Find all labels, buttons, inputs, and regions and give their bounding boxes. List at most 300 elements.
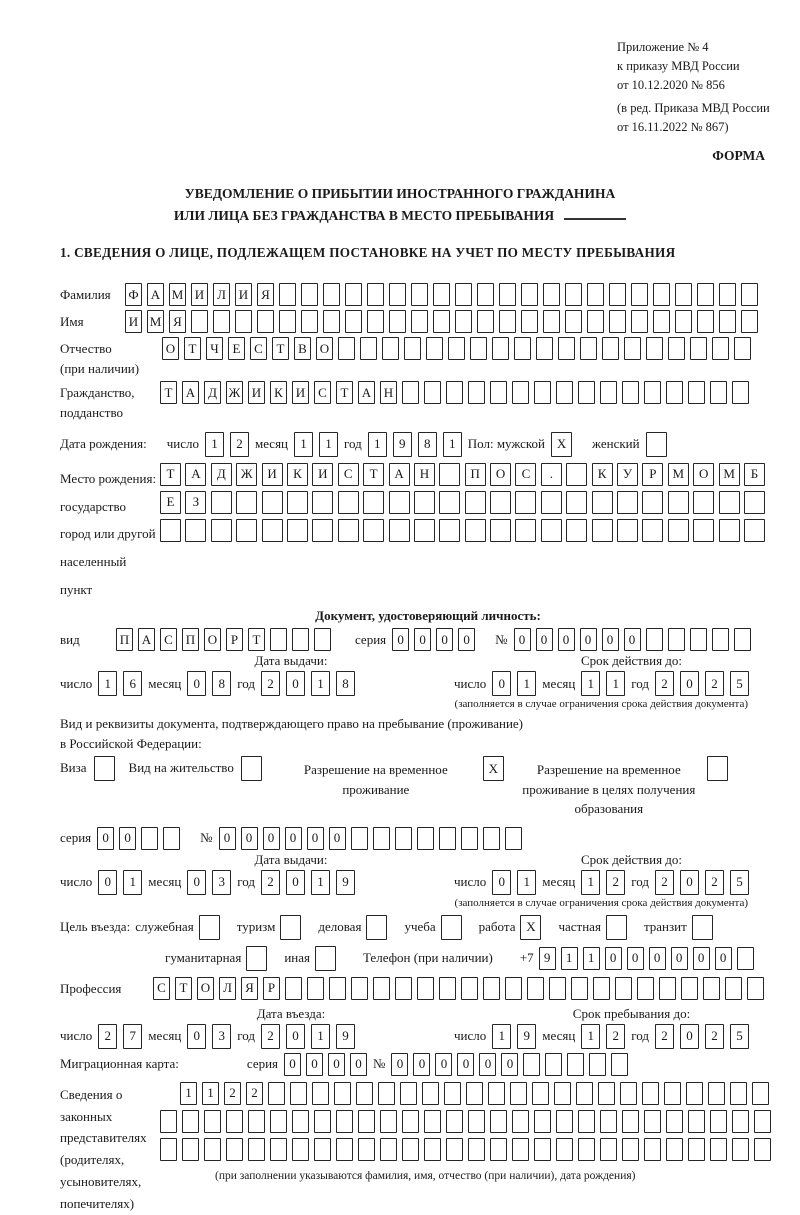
permit-issued-year-cell[interactable]: 2 <box>261 870 280 895</box>
iddoc-kind-cell[interactable]: Т <box>248 628 265 651</box>
phone-cell[interactable]: 0 <box>671 947 688 970</box>
entry-day-cell[interactable]: 7 <box>123 1024 142 1049</box>
permit-number-cell[interactable] <box>505 827 522 850</box>
patronymic-cell[interactable] <box>602 337 619 360</box>
profession-cell[interactable] <box>351 977 368 1000</box>
patronymic-cell[interactable]: Ч <box>206 337 223 360</box>
birthplace-cell[interactable] <box>693 519 714 542</box>
permit-valid-year-cell[interactable]: 5 <box>730 870 749 895</box>
representatives-cell[interactable] <box>534 1138 551 1161</box>
iddoc-issued-month-cell[interactable]: 0 <box>187 671 206 696</box>
patronymic-cell[interactable] <box>360 337 377 360</box>
firstname-cell[interactable]: Я <box>169 310 186 333</box>
representatives-cell[interactable] <box>248 1110 265 1133</box>
surname-cell[interactable] <box>389 283 406 306</box>
representatives-cell[interactable] <box>402 1110 419 1133</box>
stay-year-cell[interactable]: 0 <box>680 1024 699 1049</box>
birthplace-cell[interactable]: М <box>719 463 740 486</box>
sex-female-cell[interactable] <box>646 432 667 457</box>
iddoc-number-cell[interactable]: 0 <box>602 628 619 651</box>
citizenship-cell[interactable]: С <box>314 381 331 404</box>
permit-valid-day-cell[interactable]: 0 <box>492 870 511 895</box>
profession-cell[interactable] <box>505 977 522 1000</box>
birthdate-month-cell[interactable]: 1 <box>294 432 313 457</box>
patronymic-cell[interactable] <box>404 337 421 360</box>
profession-cell[interactable] <box>659 977 676 1000</box>
surname-cell[interactable]: И <box>191 283 208 306</box>
representatives-cell[interactable] <box>752 1082 769 1105</box>
stay-year-cell[interactable]: 2 <box>705 1024 724 1049</box>
profession-cell[interactable] <box>285 977 302 1000</box>
representatives-cell[interactable]: 2 <box>224 1082 241 1105</box>
patronymic-cell[interactable] <box>514 337 531 360</box>
representatives-cell[interactable] <box>620 1082 637 1105</box>
profession-cell[interactable]: О <box>197 977 214 1000</box>
purpose-study-cell[interactable] <box>441 915 462 940</box>
surname-cell[interactable] <box>345 283 362 306</box>
birthplace-cell[interactable] <box>719 491 740 514</box>
patronymic-cell[interactable] <box>668 337 685 360</box>
iddoc-valid-year-cell[interactable]: 2 <box>655 671 674 696</box>
birthplace-cell[interactable]: О <box>693 463 714 486</box>
birthplace-cell[interactable] <box>185 519 206 542</box>
representatives-cell[interactable] <box>336 1138 353 1161</box>
firstname-cell[interactable] <box>609 310 626 333</box>
birthplace-cell[interactable]: Е <box>160 491 181 514</box>
citizenship-cell[interactable]: А <box>182 381 199 404</box>
representatives-cell[interactable] <box>314 1110 331 1133</box>
iddoc-valid-day-cell[interactable]: 1 <box>517 671 536 696</box>
patronymic-cell[interactable]: Т <box>272 337 289 360</box>
profession-cell[interactable] <box>461 977 478 1000</box>
profession-cell[interactable]: Я <box>241 977 258 1000</box>
migration-series-cell[interactable]: 0 <box>350 1053 367 1076</box>
permit-issued-day-cell[interactable]: 1 <box>123 870 142 895</box>
permit-valid-month-cell[interactable]: 2 <box>606 870 625 895</box>
birthplace-cell[interactable] <box>439 463 460 486</box>
iddoc-kind-cell[interactable]: П <box>182 628 199 651</box>
representatives-cell[interactable] <box>622 1110 639 1133</box>
migration-number-cell[interactable] <box>589 1053 606 1076</box>
citizenship-cell[interactable] <box>688 381 705 404</box>
firstname-cell[interactable] <box>631 310 648 333</box>
representatives-cell[interactable] <box>644 1110 661 1133</box>
firstname-cell[interactable] <box>741 310 758 333</box>
representatives-cell[interactable] <box>402 1138 419 1161</box>
representatives-cell[interactable] <box>182 1110 199 1133</box>
profession-cell[interactable] <box>483 977 500 1000</box>
migration-number-cell[interactable] <box>523 1053 540 1076</box>
surname-cell[interactable] <box>521 283 538 306</box>
patronymic-cell[interactable]: В <box>294 337 311 360</box>
phone-cell[interactable]: 0 <box>605 947 622 970</box>
patronymic-cell[interactable]: Т <box>184 337 201 360</box>
representatives-cell[interactable] <box>490 1138 507 1161</box>
birthplace-cell[interactable]: А <box>389 463 410 486</box>
patronymic-cell[interactable] <box>448 337 465 360</box>
surname-cell[interactable] <box>367 283 384 306</box>
representatives-cell[interactable] <box>248 1138 265 1161</box>
citizenship-cell[interactable] <box>578 381 595 404</box>
birthplace-cell[interactable] <box>211 491 232 514</box>
stay-month-cell[interactable]: 2 <box>606 1024 625 1049</box>
birthplace-cell[interactable] <box>389 519 410 542</box>
migration-number-cell[interactable] <box>567 1053 584 1076</box>
representatives-cell[interactable] <box>446 1110 463 1133</box>
entry-year-cell[interactable]: 2 <box>261 1024 280 1049</box>
birthplace-cell[interactable]: И <box>312 463 333 486</box>
iddoc-series-cell[interactable]: 0 <box>414 628 431 651</box>
permit-valid-year-cell[interactable]: 2 <box>655 870 674 895</box>
representatives-cell[interactable] <box>576 1082 593 1105</box>
citizenship-cell[interactable] <box>446 381 463 404</box>
birthplace-cell[interactable] <box>592 519 613 542</box>
firstname-cell[interactable] <box>191 310 208 333</box>
representatives-cell[interactable] <box>336 1110 353 1133</box>
citizenship-cell[interactable]: Ж <box>226 381 243 404</box>
surname-cell[interactable] <box>411 283 428 306</box>
firstname-cell[interactable] <box>653 310 670 333</box>
permit-series-cell[interactable] <box>141 827 158 850</box>
birthplace-cell[interactable] <box>744 519 765 542</box>
profession-cell[interactable] <box>681 977 698 1000</box>
birthplace-cell[interactable]: М <box>668 463 689 486</box>
profession-cell[interactable] <box>637 977 654 1000</box>
profession-cell[interactable] <box>703 977 720 1000</box>
representatives-cell[interactable] <box>204 1110 221 1133</box>
migration-series-cell[interactable]: 0 <box>306 1053 323 1076</box>
birthplace-cell[interactable] <box>439 491 460 514</box>
iddoc-number-cell[interactable] <box>690 628 707 651</box>
stay-year-cell[interactable]: 5 <box>730 1024 749 1049</box>
permit-number-cell[interactable] <box>395 827 412 850</box>
entry-month-cell[interactable]: 3 <box>212 1024 231 1049</box>
birthplace-cell[interactable] <box>592 491 613 514</box>
birthplace-cell[interactable] <box>236 491 257 514</box>
purpose-official-cell[interactable] <box>199 915 220 940</box>
entry-year-cell[interactable]: 9 <box>336 1024 355 1049</box>
representatives-cell[interactable] <box>578 1138 595 1161</box>
iddoc-issued-year-cell[interactable]: 8 <box>336 671 355 696</box>
profession-cell[interactable] <box>571 977 588 1000</box>
phone-cell[interactable]: 1 <box>561 947 578 970</box>
profession-cell[interactable] <box>373 977 390 1000</box>
profession-cell[interactable] <box>527 977 544 1000</box>
birthdate-year-cell[interactable]: 9 <box>393 432 412 457</box>
birthplace-cell[interactable]: О <box>490 463 511 486</box>
iddoc-kind-cell[interactable] <box>314 628 331 651</box>
profession-cell[interactable] <box>307 977 324 1000</box>
surname-cell[interactable] <box>301 283 318 306</box>
permit-issued-month-cell[interactable]: 0 <box>187 870 206 895</box>
phone-cell[interactable]: 0 <box>649 947 666 970</box>
purpose-tourism-cell[interactable] <box>280 915 301 940</box>
birthplace-cell[interactable] <box>642 519 663 542</box>
birthplace-cell[interactable]: И <box>262 463 283 486</box>
surname-cell[interactable] <box>499 283 516 306</box>
representatives-cell[interactable] <box>488 1082 505 1105</box>
representatives-cell[interactable] <box>358 1138 375 1161</box>
representatives-cell[interactable] <box>292 1110 309 1133</box>
sex-male-cell[interactable]: X <box>551 432 572 457</box>
birthdate-day-cell[interactable]: 2 <box>230 432 249 457</box>
birthplace-cell[interactable] <box>515 519 536 542</box>
representatives-cell[interactable] <box>512 1138 529 1161</box>
birthplace-cell[interactable]: К <box>592 463 613 486</box>
surname-cell[interactable]: Л <box>213 283 230 306</box>
surname-cell[interactable] <box>587 283 604 306</box>
representatives-cell[interactable] <box>534 1110 551 1133</box>
firstname-cell[interactable] <box>257 310 274 333</box>
firstname-cell[interactable] <box>345 310 362 333</box>
birthplace-cell[interactable] <box>312 491 333 514</box>
birthplace-cell[interactable] <box>490 491 511 514</box>
firstname-cell[interactable] <box>565 310 582 333</box>
iddoc-number-cell[interactable] <box>646 628 663 651</box>
representatives-cell[interactable] <box>446 1138 463 1161</box>
representatives-cell[interactable] <box>686 1082 703 1105</box>
permit-issued-year-cell[interactable]: 9 <box>336 870 355 895</box>
surname-cell[interactable]: М <box>169 283 186 306</box>
surname-cell[interactable] <box>631 283 648 306</box>
birthplace-cell[interactable]: У <box>617 463 638 486</box>
iddoc-kind-cell[interactable]: Р <box>226 628 243 651</box>
representatives-cell[interactable] <box>424 1138 441 1161</box>
profession-cell[interactable] <box>439 977 456 1000</box>
birthplace-cell[interactable] <box>363 491 384 514</box>
patronymic-cell[interactable] <box>338 337 355 360</box>
surname-cell[interactable]: И <box>235 283 252 306</box>
representatives-cell[interactable] <box>204 1138 221 1161</box>
permit-edu-cell[interactable] <box>707 756 728 781</box>
permit-number-cell[interactable] <box>417 827 434 850</box>
citizenship-cell[interactable] <box>622 381 639 404</box>
representatives-cell[interactable] <box>578 1110 595 1133</box>
representatives-cell[interactable] <box>380 1110 397 1133</box>
patronymic-cell[interactable] <box>734 337 751 360</box>
birthplace-cell[interactable]: Б <box>744 463 765 486</box>
birthplace-cell[interactable]: Ж <box>236 463 257 486</box>
surname-cell[interactable] <box>433 283 450 306</box>
profession-cell[interactable] <box>593 977 610 1000</box>
iddoc-kind-cell[interactable]: А <box>138 628 155 651</box>
birthplace-cell[interactable] <box>465 491 486 514</box>
representatives-cell[interactable] <box>556 1110 573 1133</box>
representatives-cell[interactable] <box>270 1110 287 1133</box>
firstname-cell[interactable] <box>697 310 714 333</box>
permit-series-cell[interactable] <box>163 827 180 850</box>
birthplace-cell[interactable] <box>719 519 740 542</box>
birthplace-cell[interactable] <box>490 519 511 542</box>
profession-cell[interactable]: Р <box>263 977 280 1000</box>
birthplace-cell[interactable] <box>566 519 587 542</box>
phone-cell[interactable] <box>737 947 754 970</box>
citizenship-cell[interactable] <box>402 381 419 404</box>
representatives-cell[interactable] <box>292 1138 309 1161</box>
citizenship-cell[interactable]: Т <box>160 381 177 404</box>
patronymic-cell[interactable] <box>536 337 553 360</box>
representatives-cell[interactable] <box>642 1082 659 1105</box>
firstname-cell[interactable] <box>587 310 604 333</box>
representatives-cell[interactable] <box>754 1138 771 1161</box>
representatives-cell[interactable] <box>268 1082 285 1105</box>
patronymic-cell[interactable]: О <box>316 337 333 360</box>
iddoc-number-cell[interactable] <box>734 628 751 651</box>
profession-cell[interactable] <box>329 977 346 1000</box>
representatives-cell[interactable] <box>754 1110 771 1133</box>
permit-issued-month-cell[interactable]: 3 <box>212 870 231 895</box>
firstname-cell[interactable] <box>675 310 692 333</box>
birthplace-cell[interactable] <box>668 491 689 514</box>
birthplace-cell[interactable] <box>236 519 257 542</box>
citizenship-cell[interactable] <box>710 381 727 404</box>
profession-cell[interactable]: Л <box>219 977 236 1000</box>
representatives-cell[interactable] <box>468 1110 485 1133</box>
representatives-cell[interactable] <box>424 1110 441 1133</box>
representatives-cell[interactable] <box>226 1138 243 1161</box>
surname-cell[interactable] <box>323 283 340 306</box>
firstname-cell[interactable] <box>367 310 384 333</box>
iddoc-number-cell[interactable] <box>712 628 729 651</box>
iddoc-number-cell[interactable]: 0 <box>536 628 553 651</box>
birthplace-cell[interactable] <box>312 519 333 542</box>
iddoc-valid-year-cell[interactable]: 0 <box>680 671 699 696</box>
representatives-cell[interactable] <box>598 1082 615 1105</box>
birthplace-cell[interactable] <box>287 519 308 542</box>
birthplace-cell[interactable] <box>262 491 283 514</box>
representatives-cell[interactable] <box>512 1110 529 1133</box>
iddoc-valid-day-cell[interactable]: 0 <box>492 671 511 696</box>
permit-valid-year-cell[interactable]: 2 <box>705 870 724 895</box>
profession-cell[interactable] <box>747 977 764 1000</box>
permit-temp-cell[interactable]: X <box>483 756 504 781</box>
birthdate-month-cell[interactable]: 1 <box>319 432 338 457</box>
patronymic-cell[interactable] <box>580 337 597 360</box>
representatives-cell[interactable]: 1 <box>202 1082 219 1105</box>
birthplace-cell[interactable] <box>338 491 359 514</box>
firstname-cell[interactable] <box>389 310 406 333</box>
iddoc-valid-month-cell[interactable]: 1 <box>606 671 625 696</box>
representatives-cell[interactable] <box>468 1138 485 1161</box>
surname-cell[interactable] <box>741 283 758 306</box>
patronymic-cell[interactable] <box>426 337 443 360</box>
birthplace-cell[interactable] <box>642 491 663 514</box>
firstname-cell[interactable] <box>301 310 318 333</box>
birthplace-cell[interactable]: Р <box>642 463 663 486</box>
iddoc-valid-year-cell[interactable]: 5 <box>730 671 749 696</box>
citizenship-cell[interactable]: И <box>248 381 265 404</box>
patronymic-cell[interactable] <box>470 337 487 360</box>
citizenship-cell[interactable] <box>490 381 507 404</box>
permit-series-cell[interactable]: 0 <box>97 827 114 850</box>
representatives-cell[interactable]: 1 <box>180 1082 197 1105</box>
entry-month-cell[interactable]: 0 <box>187 1024 206 1049</box>
citizenship-cell[interactable] <box>666 381 683 404</box>
representatives-cell[interactable] <box>334 1082 351 1105</box>
surname-cell[interactable]: Ф <box>125 283 142 306</box>
birthplace-cell[interactable] <box>617 519 638 542</box>
iddoc-issued-day-cell[interactable]: 1 <box>98 671 117 696</box>
birthplace-cell[interactable] <box>541 519 562 542</box>
representatives-cell[interactable] <box>556 1138 573 1161</box>
stay-month-cell[interactable]: 1 <box>581 1024 600 1049</box>
representatives-cell[interactable] <box>554 1082 571 1105</box>
firstname-cell[interactable] <box>411 310 428 333</box>
migration-number-cell[interactable]: 0 <box>501 1053 518 1076</box>
patronymic-cell[interactable] <box>712 337 729 360</box>
representatives-cell[interactable] <box>358 1110 375 1133</box>
firstname-cell[interactable] <box>521 310 538 333</box>
representatives-cell[interactable] <box>688 1138 705 1161</box>
representatives-cell[interactable] <box>688 1110 705 1133</box>
migration-number-cell[interactable]: 0 <box>435 1053 452 1076</box>
representatives-cell[interactable] <box>730 1082 747 1105</box>
birthplace-cell[interactable] <box>414 491 435 514</box>
migration-series-cell[interactable]: 0 <box>328 1053 345 1076</box>
permit-residence-cell[interactable] <box>241 756 262 781</box>
birthplace-cell[interactable]: Т <box>363 463 384 486</box>
citizenship-cell[interactable] <box>556 381 573 404</box>
permit-number-cell[interactable] <box>483 827 500 850</box>
citizenship-cell[interactable] <box>732 381 749 404</box>
phone-cell[interactable]: 1 <box>583 947 600 970</box>
permit-issued-year-cell[interactable]: 1 <box>311 870 330 895</box>
phone-cell[interactable]: 9 <box>539 947 556 970</box>
phone-cell[interactable]: 0 <box>715 947 732 970</box>
representatives-cell[interactable] <box>378 1082 395 1105</box>
surname-cell[interactable] <box>653 283 670 306</box>
representatives-cell[interactable] <box>600 1138 617 1161</box>
purpose-other-cell[interactable] <box>315 946 336 971</box>
birthplace-cell[interactable] <box>363 519 384 542</box>
purpose-humanitarian-cell[interactable] <box>246 946 267 971</box>
citizenship-cell[interactable]: Т <box>336 381 353 404</box>
representatives-cell[interactable]: 2 <box>246 1082 263 1105</box>
firstname-cell[interactable] <box>543 310 560 333</box>
iddoc-issued-year-cell[interactable]: 0 <box>286 671 305 696</box>
birthplace-cell[interactable]: С <box>338 463 359 486</box>
phone-cell[interactable]: 0 <box>693 947 710 970</box>
iddoc-number-cell[interactable]: 0 <box>558 628 575 651</box>
surname-cell[interactable] <box>543 283 560 306</box>
birthplace-cell[interactable] <box>287 491 308 514</box>
permit-number-cell[interactable]: 0 <box>307 827 324 850</box>
firstname-cell[interactable] <box>477 310 494 333</box>
citizenship-cell[interactable] <box>644 381 661 404</box>
purpose-private-cell[interactable] <box>606 915 627 940</box>
permit-valid-year-cell[interactable]: 0 <box>680 870 699 895</box>
representatives-cell[interactable] <box>510 1082 527 1105</box>
patronymic-cell[interactable] <box>646 337 663 360</box>
representatives-cell[interactable] <box>644 1138 661 1161</box>
migration-number-cell[interactable]: 0 <box>391 1053 408 1076</box>
permit-number-cell[interactable]: 0 <box>219 827 236 850</box>
citizenship-cell[interactable] <box>512 381 529 404</box>
permit-number-cell[interactable]: 0 <box>329 827 346 850</box>
birthplace-cell[interactable] <box>338 519 359 542</box>
birthplace-cell[interactable] <box>465 519 486 542</box>
citizenship-cell[interactable] <box>600 381 617 404</box>
iddoc-number-cell[interactable]: 0 <box>580 628 597 651</box>
surname-cell[interactable]: А <box>147 283 164 306</box>
birthplace-cell[interactable] <box>617 491 638 514</box>
birthplace-cell[interactable] <box>211 519 232 542</box>
surname-cell[interactable]: Я <box>257 283 274 306</box>
iddoc-number-cell[interactable] <box>668 628 685 651</box>
birthplace-cell[interactable] <box>541 491 562 514</box>
representatives-cell[interactable] <box>666 1110 683 1133</box>
migration-number-cell[interactable]: 0 <box>457 1053 474 1076</box>
